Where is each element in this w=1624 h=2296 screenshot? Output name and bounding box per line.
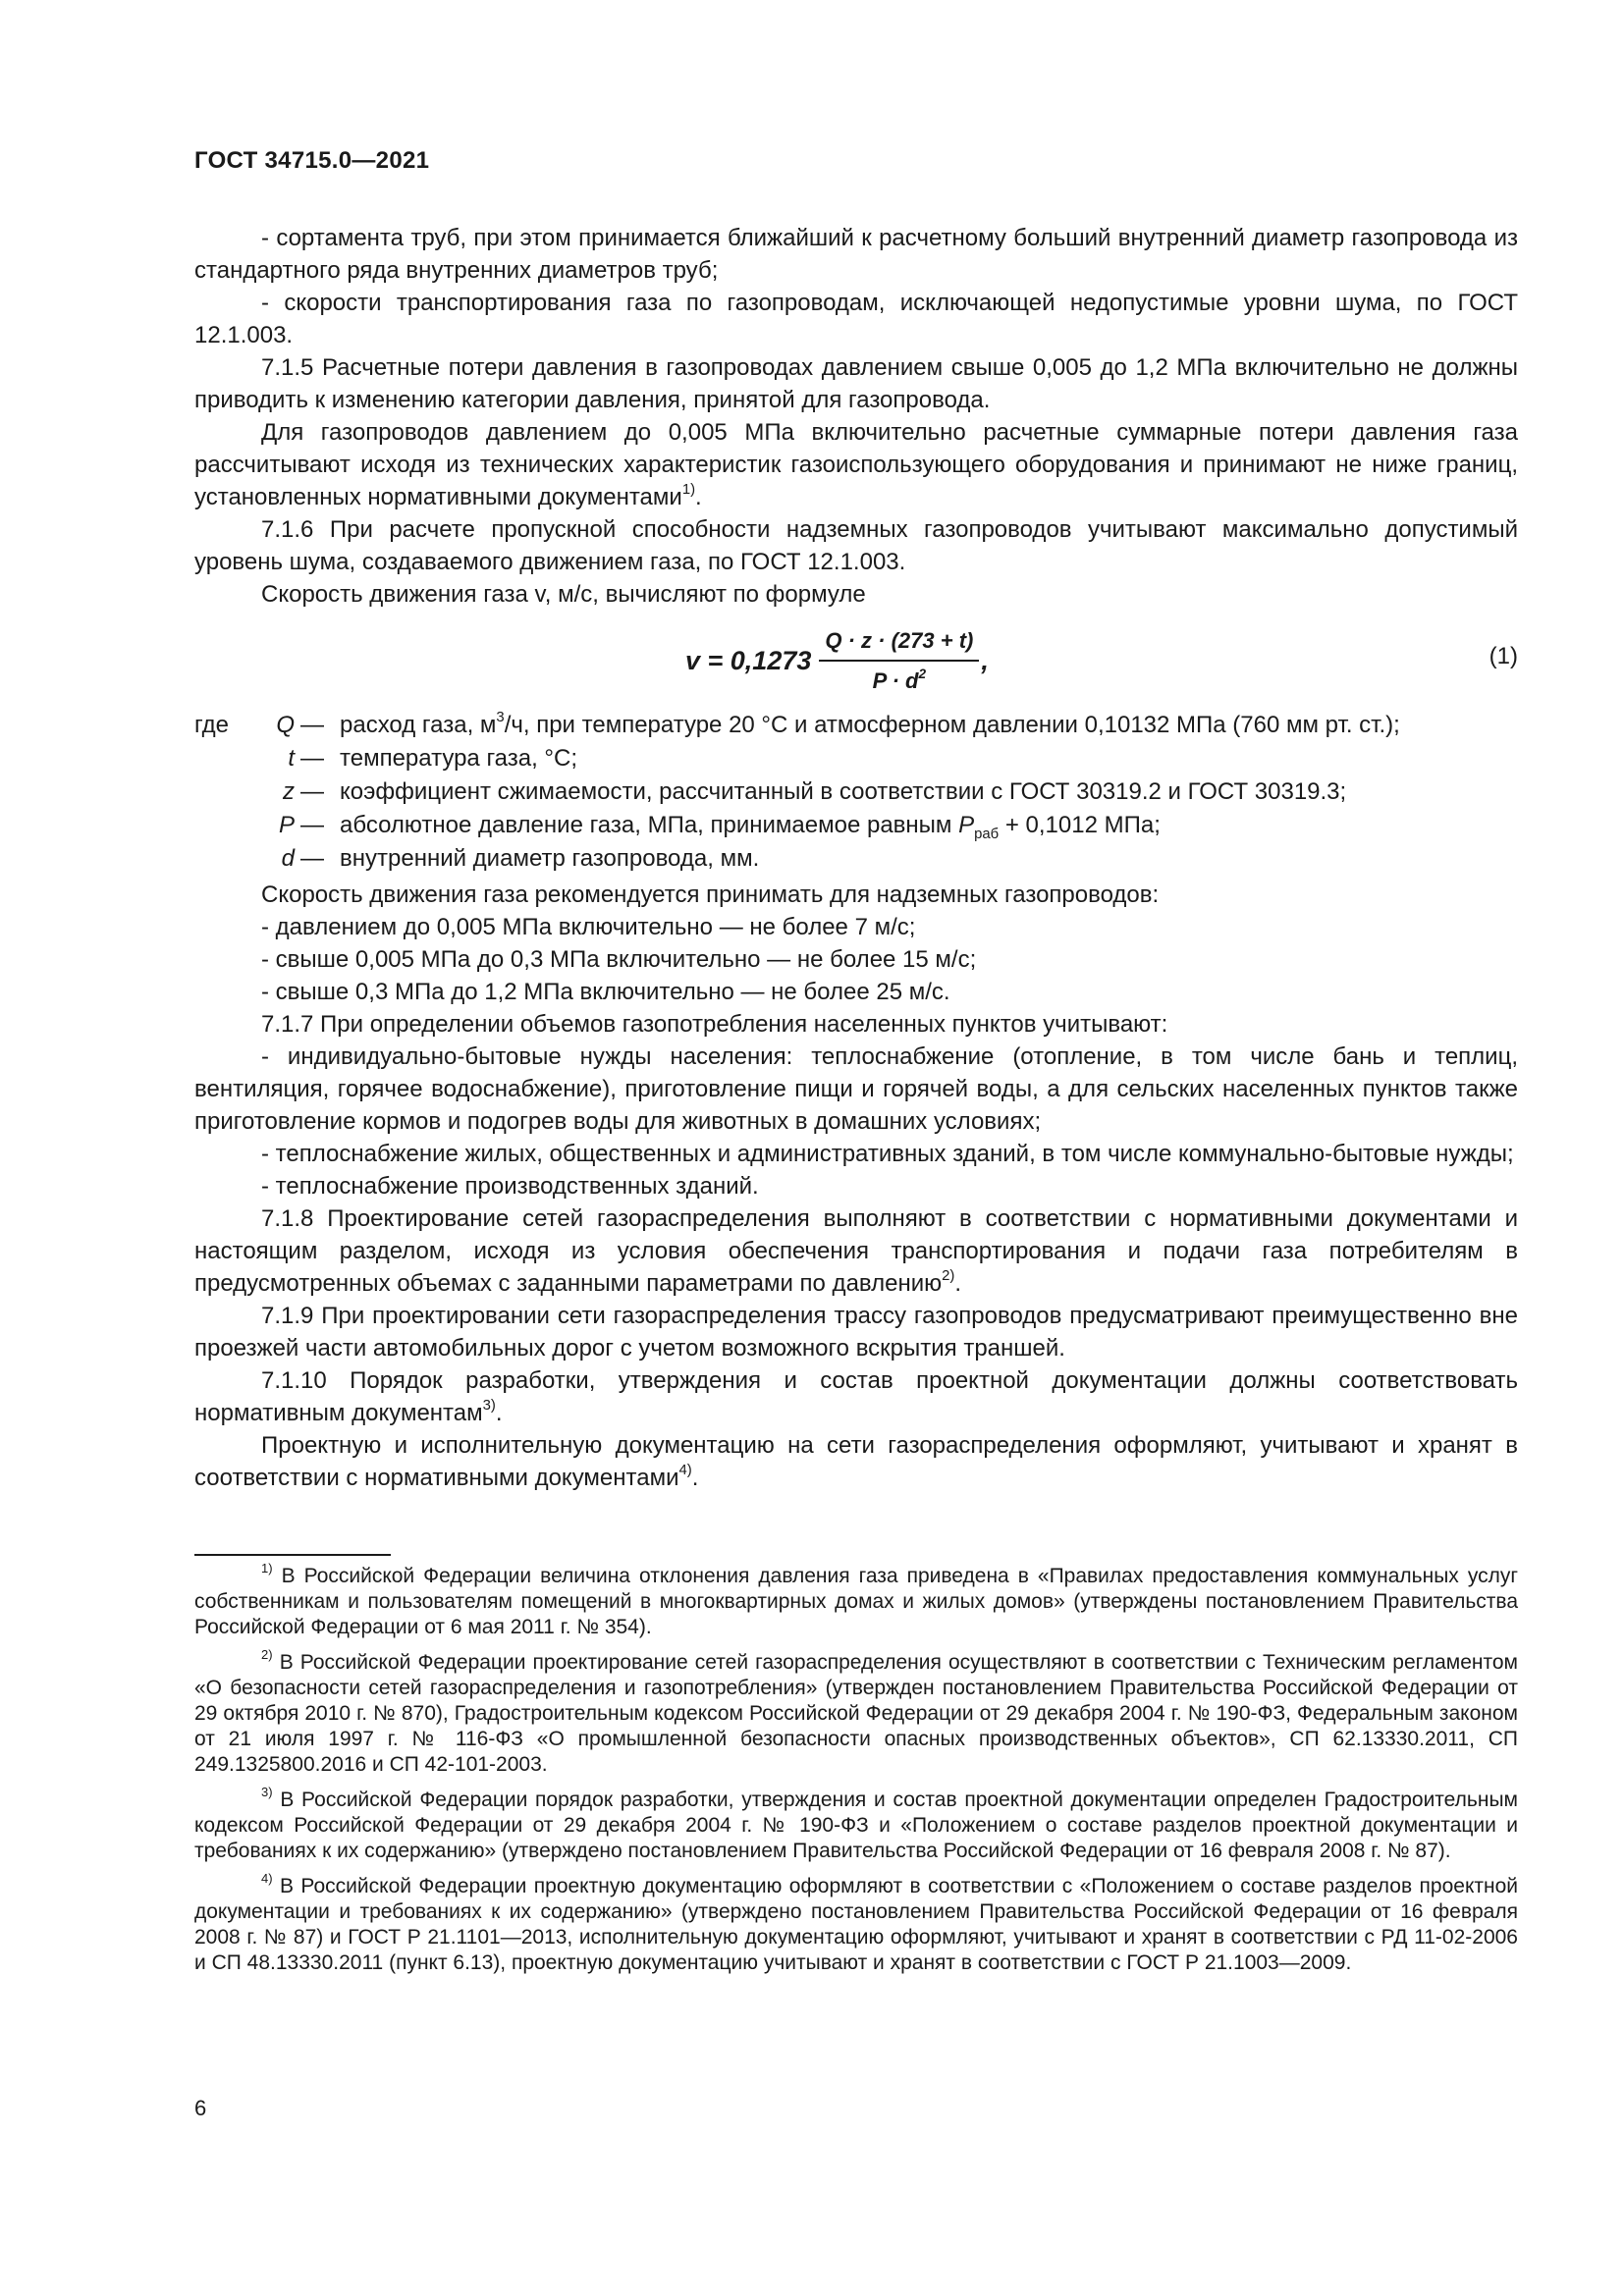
definition-lead bbox=[194, 742, 249, 775]
formula-1 bbox=[194, 611, 1518, 707]
definition-dash: — bbox=[300, 845, 324, 872]
paragraph: - давлением до 0,005 МПа включительно — не более 7 м/с; bbox=[261, 914, 916, 940]
paragraph: - индивидуально-бытовые нужды населения: теплоснабжение (отопление, в том числе бань и теплиц, вентиляция, горячее водоснабжение), приготовление пищи и горячей воды, а для сельских населенных пунктов также приготовление кормов и подогрев воды для животных в домашних условиях; bbox=[194, 1043, 1518, 1135]
definition-symbol: t bbox=[288, 745, 295, 772]
definition-lead bbox=[194, 775, 249, 809]
paragraph-end: . bbox=[691, 1465, 699, 1491]
footnote-text: В Российской Федерации проектирование сетей газораспределения осуществляют в соответствии с Техническим регламентом «О безопасности сетей газораспределения и газопотребления» (утвержден постановлением Правительства Российской Федерации от 29 октября 2010 г. № 870), Градостроительным кодексом Российской Федерации от 29 декабря 2004 г. № 190-ФЗ, Федеральным законом от 21 июля 1997 г. № 116-ФЗ «О промышленной безопасности опасных производственных объектов», СП 62.13330.2011, СП 249.1325800.2016 и СП 42-101-2003. bbox=[194, 1651, 1518, 1776]
footnote-divider bbox=[194, 1554, 391, 1556]
definition-symbol: z bbox=[283, 778, 295, 805]
definition-symbol: d bbox=[281, 845, 295, 872]
paragraph-text: 7.1.10 Порядок разработки, утверждения и состав проектной документации должны соответствовать нормативным документам bbox=[194, 1367, 1518, 1426]
definition-text-part: абсолютное давление газа, МПа, принимаемое равным bbox=[340, 812, 959, 838]
inline-symbol: P bbox=[958, 812, 975, 838]
definition-lead bbox=[194, 842, 249, 876]
definition-text: температура газа, °С; bbox=[340, 745, 578, 772]
definition-lead bbox=[194, 809, 249, 842]
definition-symbol: P bbox=[278, 812, 295, 838]
variable-definitions bbox=[194, 709, 1518, 876]
unit-exponent: 3 bbox=[496, 709, 505, 725]
definition-dash: — bbox=[300, 812, 324, 838]
definition-text-part: расход газа, м bbox=[340, 712, 497, 738]
paragraph bbox=[194, 1429, 1518, 1494]
paragraph: Скорость движения газа рекомендуется принимать для надземных газопроводов: bbox=[261, 881, 1160, 908]
definition-symbol: Q bbox=[276, 712, 295, 738]
footnote-ref[interactable]: 1) bbox=[681, 481, 696, 498]
paragraph: 7.1.7 При определении объемов газопотребления населенных пунктов учитывают: bbox=[261, 1011, 1168, 1038]
footnote-mark: 2) bbox=[261, 1647, 273, 1663]
footnote-mark: 3) bbox=[261, 1785, 273, 1800]
paragraph bbox=[194, 416, 1518, 513]
paragraph-text: 7.1.8 Проектирование сетей газораспределения выполняют в соответствии с нормативными документами и настоящим разделом, исходя из условия обеспечения транспортирования и подачи газа потребителям в предусмотренных объемах с заданными параметрами по давлению bbox=[194, 1205, 1518, 1297]
paragraph: - скорости транспортирования газа по газопроводам, исключающей недопустимые уровни шума, по ГОСТ 12.1.003. bbox=[194, 290, 1518, 348]
footnotes bbox=[194, 1561, 1518, 1986]
footnote-ref[interactable]: 4) bbox=[678, 1462, 692, 1478]
paragraph-end: . bbox=[495, 1400, 503, 1426]
definition-text bbox=[340, 709, 1518, 742]
paragraph: - теплоснабжение производственных зданий. bbox=[261, 1173, 759, 1200]
paragraph-text: Проектную и исполнительную документацию на сети газораспределения оформляют, учитывают и хранят в соответствии с нормативными документами bbox=[194, 1432, 1518, 1491]
definition-row bbox=[194, 709, 1518, 742]
footnote bbox=[194, 1561, 1518, 1640]
formula-lhs: v = 0,1273 bbox=[685, 645, 812, 675]
definition-row bbox=[194, 742, 1518, 775]
paragraph: 7.1.5 Расчетные потери давления в газопроводах давлением свыше 0,005 до 1,2 МПа включительно не должны приводить к изменению категории давления, принятой для газопровода. bbox=[194, 354, 1518, 413]
footnote-text: В Российской Федерации величина отклонения давления газа приведена в «Правилах предоставления коммунальных услуг собственникам и пользователям помещений в многоквартирных домах и жилых домов» (утверждены постановлением Правительства Российской Федерации от 6 мая 2011 г. № 354). bbox=[194, 1565, 1518, 1638]
paragraph: - свыше 0,3 МПа до 1,2 МПа включительно — не более 25 м/с. bbox=[261, 979, 950, 1005]
definition-row bbox=[194, 809, 1518, 842]
definition-dash: — bbox=[300, 745, 324, 772]
symbol-subscript: раб bbox=[974, 826, 1000, 842]
paragraph: Скорость движения газа v, м/с, вычисляют по формуле bbox=[261, 581, 866, 608]
page-number: 6 bbox=[194, 2096, 207, 2120]
footnote bbox=[194, 1871, 1518, 1976]
paragraph: - свыше 0,005 МПа до 0,3 МПа включительно — не более 15 м/с; bbox=[261, 946, 977, 973]
footnote bbox=[194, 1647, 1518, 1778]
denominator-text: P · d bbox=[872, 668, 919, 693]
paragraph: 7.1.9 При проектировании сети газораспределения трассу газопроводов предусматривают преимущественно вне проезжей части автомобильных дорог с учетом возможного вскрытия траншей. bbox=[194, 1303, 1518, 1362]
definition-row bbox=[194, 842, 1518, 876]
paragraph-end: . bbox=[954, 1270, 962, 1297]
definition-row bbox=[194, 775, 1518, 809]
paragraph: - теплоснабжение жилых, общественных и административных зданий, в том числе коммунально-бытовые нужды; bbox=[261, 1141, 1514, 1167]
footnote-ref[interactable]: 3) bbox=[482, 1397, 496, 1414]
formula-denominator bbox=[867, 662, 932, 697]
formula-number: (1) bbox=[1489, 643, 1518, 669]
footnote bbox=[194, 1785, 1518, 1864]
paragraph: - сортамента труб, при этом принимается ближайший к расчетному больший внутренний диаметр газопровода из стандартного ряда внутренних диаметров труб; bbox=[194, 225, 1518, 284]
document-header: ГОСТ 34715.0—2021 bbox=[194, 147, 430, 174]
footnote-text: В Российской Федерации проектную документацию оформляют в соответствии с «Положением о составе разделов проектной документации и требованиях к их содержанию» (утверждено постановлением Правительства Российской Федерации от 16 февраля 2008 г. № 87) и ГОСТ Р 21.1101—2013, исполнительную документацию оформляют, учитывают и хранят в соответствии с РД 11-02-2006 и СП 48.13330.2011 (пункт 6.13), проектную документацию учитывают и хранят в соответствии с ГОСТ Р 21.1003—2009. bbox=[194, 1875, 1518, 1974]
definition-text-part: /ч, при температуре 20 °С и атмосферном давлении 0,10132 МПа (760 мм рт. ст.); bbox=[504, 712, 1400, 738]
paragraph-end: . bbox=[695, 484, 702, 510]
paragraph: 7.1.6 При расчете пропускной способности надземных газопроводов учитывают максимально допустимый уровень шума, создаваемого движением газа, по ГОСТ 12.1.003. bbox=[194, 516, 1518, 575]
formula-expression bbox=[685, 624, 989, 697]
footnote-ref[interactable]: 2) bbox=[942, 1267, 955, 1284]
definition-dash: — bbox=[300, 712, 324, 738]
definition-dash: — bbox=[300, 778, 324, 805]
definition-lead: где bbox=[194, 712, 230, 738]
definition-text: коэффициент сжимаемости, рассчитанный в соответствии с ГОСТ 30319.2 и ГОСТ 30319.3; bbox=[340, 778, 1347, 805]
paragraph bbox=[194, 1364, 1518, 1429]
paragraph-text: Для газопроводов давлением до 0,005 МПа включительно расчетные суммарные потери давления газа рассчитывают исходя из технических характеристик газоиспользующего оборудования и принимают не ниже границ, установленных нормативными документами bbox=[194, 419, 1518, 510]
main-text bbox=[194, 222, 1518, 1494]
footnote-mark: 4) bbox=[261, 1871, 273, 1887]
denominator-exponent: 2 bbox=[918, 666, 927, 681]
footnote-text: В Российской Федерации порядок разработки, утверждения и состав проектной документации определен Градостроительным кодексом Российской Федерации от 29 декабря 2004 г. № 190-ФЗ и «Положением о составе разделов проектной документации и требованиях к их содержанию» (утверждено постановлением Правительства Российской Федерации от 16 февраля 2008 г. № 87). bbox=[194, 1789, 1518, 1862]
formula-numerator: Q · z · (273 + t) bbox=[819, 624, 979, 662]
definition-text bbox=[340, 809, 1518, 842]
formula-trail: , bbox=[981, 645, 989, 675]
formula-fraction bbox=[819, 624, 979, 697]
definition-text-part: + 0,1012 МПа; bbox=[999, 812, 1161, 838]
footnote-mark: 1) bbox=[261, 1561, 273, 1576]
paragraph bbox=[194, 1202, 1518, 1300]
definition-text: внутренний диаметр газопровода, мм. bbox=[340, 845, 760, 872]
